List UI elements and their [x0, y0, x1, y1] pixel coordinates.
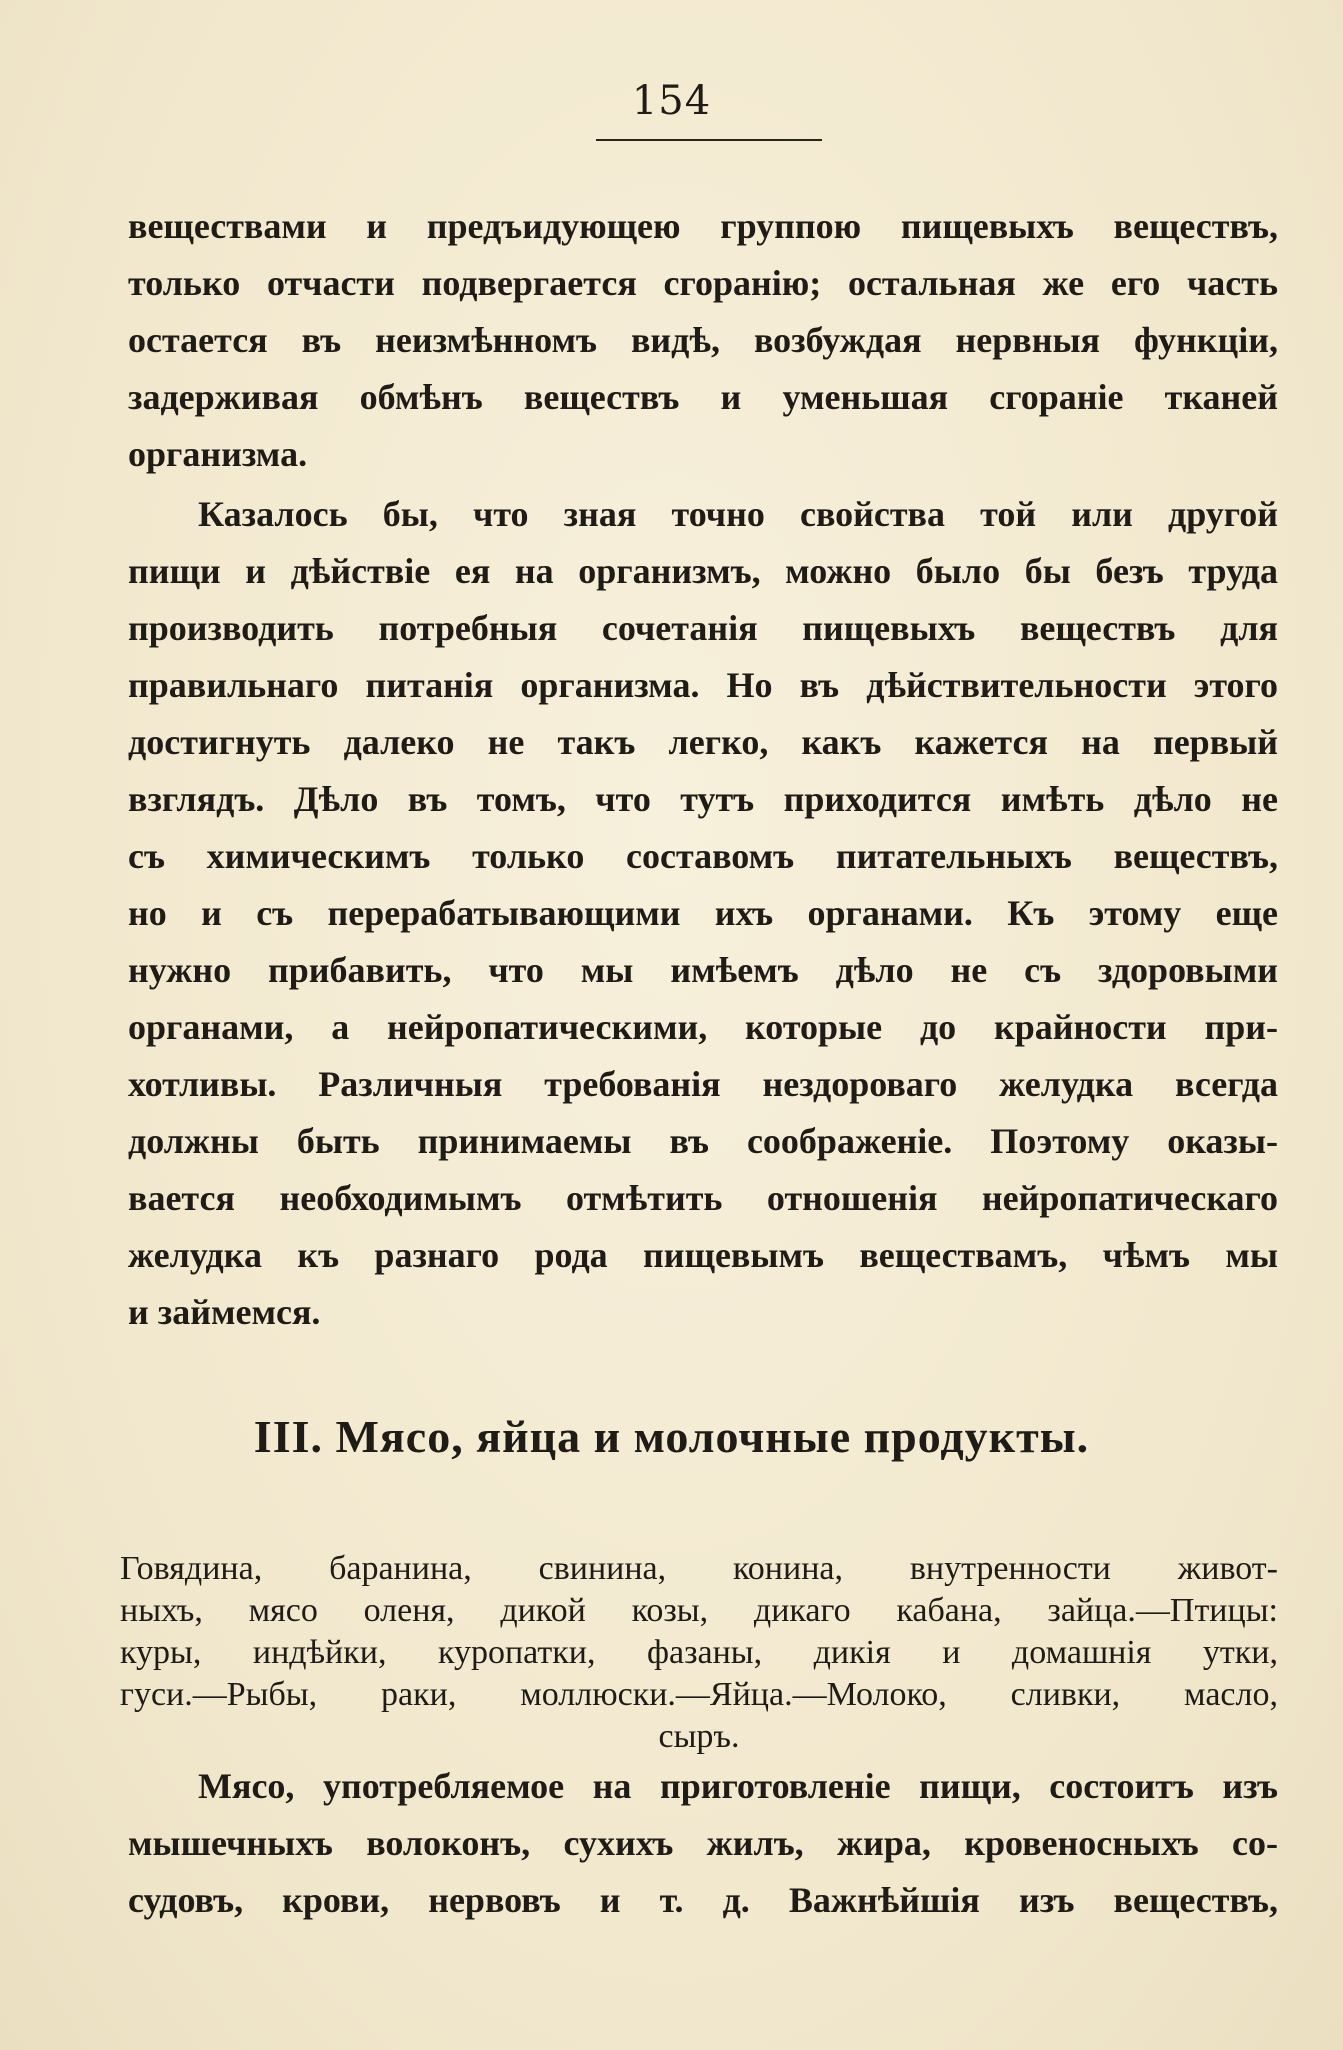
text-line: но и съ перерабатывающими ихъ органами. Къ этому еще — [128, 893, 1278, 933]
text-line: организма. — [128, 434, 308, 474]
text-line: Казалось бы, что зная точно свойства той или другой — [198, 494, 1278, 534]
text-line: Мясо, употребляемое на приготовленіе пищи, состоитъ изъ — [198, 1766, 1278, 1806]
text-line: взглядъ. Дѣло въ томъ, что тутъ приходится имѣть дѣло не — [128, 779, 1278, 819]
summary-line: сыръ. — [658, 1718, 740, 1755]
summary-line: Говядина, баранина, свинина, конина, внутренности живот- — [120, 1550, 1278, 1587]
text-line: веществами и предъидующею группою пищевыхъ веществъ, — [128, 206, 1278, 246]
text-line: задерживая обмѣнъ веществъ и уменьшая сгораніе тканей — [128, 377, 1278, 417]
text-line: органами, а нейропатическими, которые до крайности при- — [128, 1007, 1278, 1047]
section-summary — [120, 1548, 1278, 1758]
paragraph-3 — [128, 1758, 1278, 1929]
text-line: и займемся. — [128, 1292, 321, 1332]
summary-line: ныхъ, мясо оленя, дикой козы, дикаго кабана, зайца.—Птицы: — [120, 1592, 1278, 1629]
paragraph-2 — [128, 486, 1278, 1341]
text-line: должны быть принимаемы въ соображеніе. Поэтому оказы- — [128, 1121, 1278, 1161]
summary-line: гуси.—Рыбы, раки, моллюски.—Яйца.—Молоко, сливки, масло, — [120, 1676, 1278, 1713]
text-line: только отчасти подвергается сгоранію; остальная же его часть — [128, 263, 1278, 303]
header-rule — [596, 139, 822, 141]
text-line: желудка къ разнаго рода пищевымъ веществамъ, чѣмъ мы — [128, 1235, 1278, 1275]
section-heading: III. Мясо, яйца и молочные продукты. — [253, 1411, 1090, 1462]
text-line: пищи и дѣйствіе ея на организмъ, можно было бы безъ труда — [128, 551, 1278, 591]
text-line: хотливы. Различныя требованія нездороваго желудка всегда — [128, 1064, 1278, 1104]
summary-line: куры, индѣйки, куропатки, фазаны, дикія и домашнія утки, — [120, 1634, 1278, 1671]
text-line: остается въ неизмѣнномъ видѣ, возбуждая нервныя функціи, — [128, 320, 1278, 360]
text-line: нужно прибавить, что мы имѣемъ дѣло не съ здоровыми — [128, 950, 1278, 990]
text-line: достигнуть далеко не такъ легко, какъ кажется на первый — [128, 722, 1278, 762]
text-line: правильнаго питанія организма. Но въ дѣйствительности этого — [128, 665, 1278, 705]
text-line: съ химическимъ только составомъ питательныхъ веществъ, — [128, 836, 1278, 876]
page-number: 154 — [631, 78, 712, 124]
paragraph-1 — [128, 198, 1278, 483]
text-line: мышечныхъ волоконъ, сухихъ жилъ, жира, кровеносныхъ со- — [128, 1823, 1278, 1863]
text-line: производить потребныя сочетанія пищевыхъ веществъ для — [128, 608, 1278, 648]
text-line: судовъ, крови, нервовъ и т. д. Важнѣйшія изъ веществъ, — [128, 1880, 1278, 1920]
text-line: вается необходимымъ отмѣтить отношенія нейропатическаго — [128, 1178, 1278, 1218]
